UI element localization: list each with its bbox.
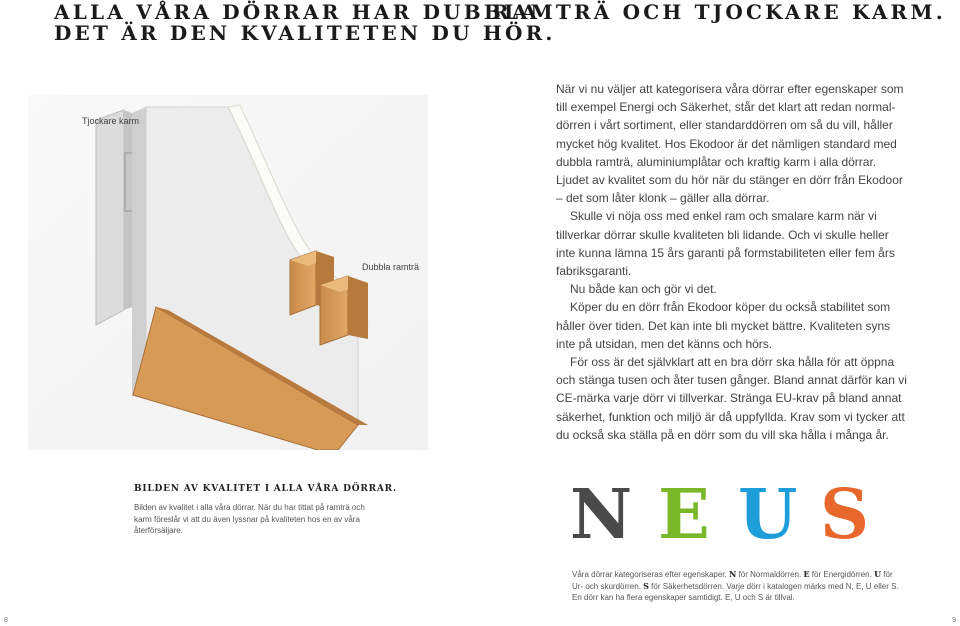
legend-text: för Normaldörren. (738, 570, 802, 579)
caption-title: BILDEN AV KVALITET I ALLA VÅRA DÖRRAR. (134, 484, 397, 494)
label-wood: Dubbla ramträ (362, 262, 420, 272)
headline-line-1a: ALLA VÅRA DÖRRAR HAR DUBBLA (54, 0, 540, 24)
legend-key-n: N (728, 569, 737, 579)
body-paragraph: Nu både kan och gör vi det. (570, 282, 717, 297)
legend-key-s: S (643, 580, 649, 591)
page-number-left: 8 (4, 617, 8, 624)
page-number-right: 9 (952, 617, 956, 624)
legend-text: Våra dörrar kategoriseras efter egenskaper. (572, 570, 727, 579)
legend-text: för Ur- och skurdörren. (572, 570, 893, 591)
karm-frame (96, 110, 124, 325)
legend-key-e: E (803, 569, 810, 579)
category-legend (572, 569, 902, 604)
body-paragraph: Skulle vi nöja oss med enkel ram och smalare karm när vi tillverkar dörrar skulle kvaliteten bli lidande. Och vi skulle heller inte kunna lämna 15 års garanti på formstabiliteten eller fem års fabriksgaranti. (556, 209, 895, 279)
legend-text: för Säkerhetsdörren. Varje dörr i katalogen märks med N, E, U eller S. En dörr kan ha flera egenskaper samtidigt. E, U och S är tillval. (572, 581, 899, 602)
neus-letter-e: E (658, 475, 710, 555)
neus-letter-s: S (820, 475, 870, 555)
body-paragraph: För oss är det självklart att en bra dörr ska hålla för att öppna och stänga tusen och åter tusen gånger. Bland annat därför kan vi CE-märka varje dörr vi tillverkar. Stränga EU-krav på bland annat säkerhet, funktion och miljö är då uppfyllda. Krav som vi tycker att du också ska ställa på en dörr som du vill ska hålla i många år. (556, 355, 907, 442)
body-paragraph: Köper du en dörr från Ekodoor köper du också stabilitet som håller över tiden. Det kan inte bli mycket bättre. Kvaliteten syns inte på utsidan, men det känns och hörs. (556, 300, 891, 351)
body-text (556, 80, 908, 444)
headline (54, 0, 946, 45)
label-frame: Tjockare karm (82, 116, 140, 126)
body-paragraph: Ljudet av kvalitet som du hör när du stänger en dörr från Ekodoor – det som låter klonk – gäller alla dörrar. (556, 173, 903, 206)
neus-logo (570, 475, 870, 555)
legend-text: för Energidörren. (811, 570, 872, 579)
door-cutaway-illustration (28, 95, 428, 450)
headline-line-1b: RAMTRÄ OCH TJOCKARE KARM. (492, 0, 946, 24)
headline-line-2: DET ÄR DEN KVALITETEN DU HÖR. (54, 21, 556, 45)
caption-text: Bilden av kvalitet i alla våra dörrar. När du har tittat på ramträ och karm föreslår vi att du även lyssnar på kvaliteten hos en av våra återförsäljare. (134, 503, 365, 535)
legend-key-u: U (874, 569, 882, 579)
body-paragraph: När vi nu väljer att kategorisera våra dörrar efter egenskaper som till exempel Energi och Säkerhet, står det klart att redan normaldörren i vårt sortiment, eller standarddörren om så du vill, håller mycket hög kvalitet. Hos Ekodoor är det nämligen standard med dubbla ramträ, aluminiumplåtar och kraftig karm i alla dörrar. (556, 82, 904, 169)
neus-letter-u: U (738, 475, 798, 555)
neus-letter-n: N (570, 475, 633, 555)
